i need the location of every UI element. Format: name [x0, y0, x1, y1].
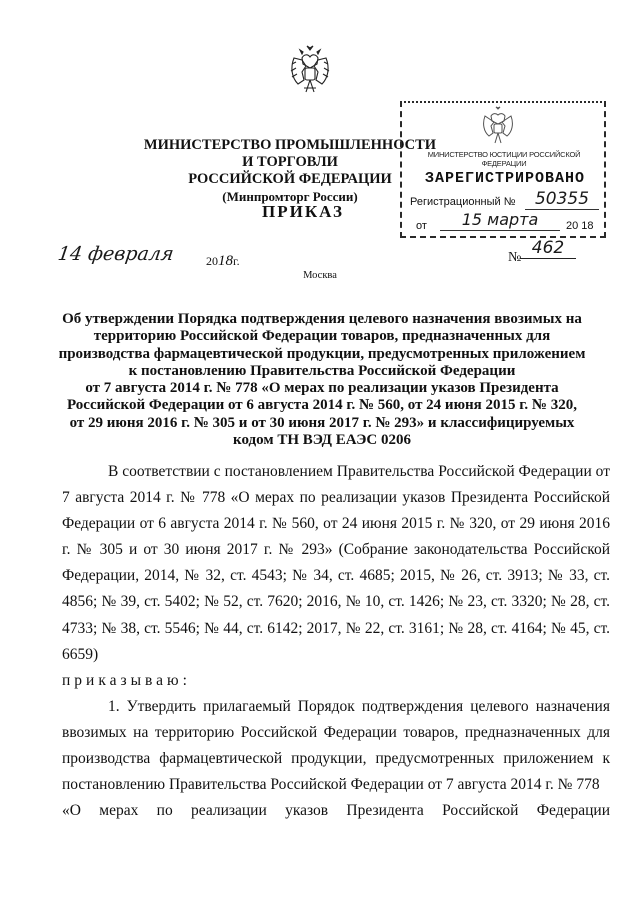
stamp-date-from-label: от — [416, 220, 427, 232]
document-body — [62, 459, 610, 824]
stamp-year: 20 18 — [566, 220, 594, 232]
registration-stamp — [400, 101, 606, 238]
coat-of-arms-emblem — [288, 44, 332, 98]
stamp-organization: МИНИСТЕРСТВО ЮСТИЦИИ РОССИЙСКОЙ ФЕДЕРАЦИИ — [427, 150, 581, 168]
body-intro-paragraph: В соответствии с постановлением Правительства Российской Федерации от 7 августа 2014 г. № 778 «О мерах по реализации указов Президента Российской Федерации от 6 августа 2014 г. № 560, от 24 июня 2015 г. № 320, от 29 июня 2016 г. № 305 и от 30 июня 2017 г. № 293» (Собрание законодательства Российской Федерации, 2014, № 32, ст. 4543; № 34, ст. 4685; 2015, № 26, ст. 3913; № 33, ст. 4856; № 39, ст. 5402; № 52, ст. 7620; 2016, № 10, ст. 1426; № 23, ст. 3320; № 28, ст. 4733; № 38, ст. 5546; № 44, ст. 6142; 2017, № 22, ст. 3161; № 28, ст. 4164; № 45, ст. 6659) — [62, 463, 610, 663]
stamp-reg-label: Регистрационный № — [410, 196, 516, 208]
order-number: 462 — [520, 238, 576, 259]
title-line: Об утверждении Порядка подтверждения целевого назначения ввозимых на — [62, 311, 582, 327]
body-prikazyvayu: приказываю: — [62, 671, 191, 689]
title-line: Российской Федерации от 6 августа 2014 г. № 560, от 24 июня 2015 г. № 320, — [67, 397, 577, 414]
order-number-label: № — [508, 250, 522, 265]
stamp-eagle-icon — [480, 106, 516, 146]
city: Москва — [303, 270, 337, 281]
ministry-name-line1: МИНИСТЕРСТВО ПРОМЫШЛЕННОСТИ И ТОРГОВЛИ — [143, 137, 437, 170]
body-item-1: 1. Утвердить прилагаемый Порядок подтверждения целевого назначения ввозимых на территорию Российской Федерации товаров, предназначенных для производства фармацевтической продукции, предусмотренных приложением к постановлению Правительства Российской Федерации от 7 августа 2014 г. № 778 — [62, 697, 610, 794]
title-line: территорию Российской Федерации товаров, предназначенных для — [93, 328, 551, 345]
document-type: ПРИКАЗ — [262, 202, 344, 221]
stamp-handwritten-date: 15 марта — [440, 210, 560, 231]
title-line: производства фармацевтической продукции, предусмотренных приложением — [58, 345, 586, 362]
stamp-registered-title: ЗАРЕГИСТРИРОВАНО — [424, 170, 586, 187]
title-line: от 7 августа 2014 г. № 778 «О мерах по реализации указов Президента — [85, 380, 559, 397]
title-line: к постановлению Правительства Российской Федерации — [128, 362, 516, 379]
title-line: кодом ТН ВЭД ЕАЭС 0206 — [233, 432, 411, 449]
order-year-unit: г. — [233, 254, 240, 268]
ministry-abbreviation: (Минпромторг России) — [222, 189, 358, 204]
order-handwritten-date: 14 февраля — [56, 243, 176, 265]
stamp-reg-number: 50355 — [525, 189, 599, 210]
order-year-suffix: 18 — [218, 253, 233, 269]
body-item-1-continuation: «О мерах по реализации указов Президента Российской Федерации — [62, 802, 610, 820]
ministry-header — [140, 137, 440, 205]
order-year-prefix: 20 — [206, 254, 218, 268]
ministry-name-line2: РОССИЙСКОЙ ФЕДЕРАЦИИ — [188, 171, 392, 187]
document-title — [52, 311, 592, 449]
title-line: от 29 июня 2016 г. № 305 и от 30 июня 2017 г. № 293» и классифицируемых — [69, 414, 575, 431]
order-year — [206, 253, 240, 270]
